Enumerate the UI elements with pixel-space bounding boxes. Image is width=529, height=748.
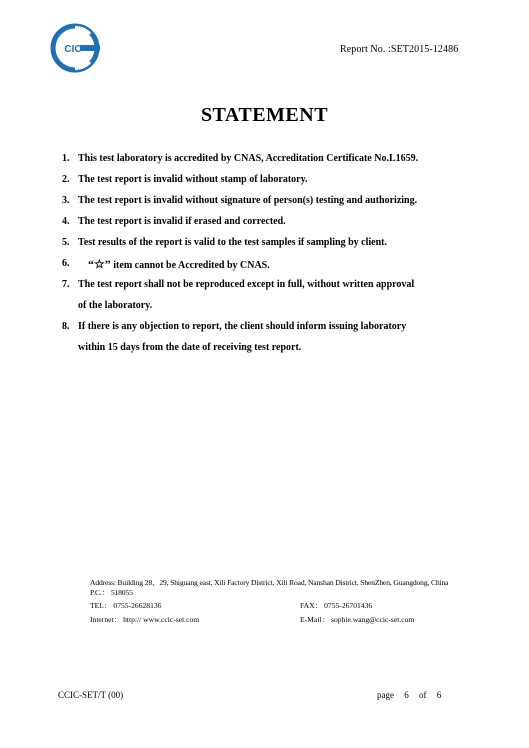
- list-item: [62, 173, 462, 194]
- item-text-rest: item cannot be Accredited by CNAS.: [110, 260, 270, 271]
- item-text: Test results of the report is valid to the test samples if sampling by client.: [78, 237, 387, 248]
- ccic-logo: [50, 23, 100, 73]
- page-number: 6: [404, 690, 409, 700]
- website: Internet： http:// www.ccic-set.com: [90, 615, 200, 624]
- item-number: 6.: [62, 258, 70, 269]
- page-total: 6: [436, 690, 442, 700]
- list-item: [62, 236, 462, 257]
- item-text: of the laboratory.: [78, 300, 153, 311]
- item-number: 8.: [62, 321, 70, 332]
- logo-text: CIC: [64, 44, 82, 55]
- address-block: [90, 578, 448, 598]
- list-item-continuation: [62, 341, 462, 362]
- postcode: P.C.： 518055: [90, 588, 133, 597]
- fax: FAX： 0755-26701436: [300, 601, 373, 610]
- statement-list: [62, 152, 462, 362]
- list-item: [62, 215, 462, 236]
- list-item-continuation: [62, 299, 462, 320]
- item-text: [88, 257, 270, 273]
- item-number: 1.: [62, 153, 70, 164]
- item-number: 2.: [62, 174, 70, 185]
- item-text: The test report is invalid if erased and corrected.: [78, 216, 286, 227]
- item-text: This test laboratory is accredited by CNAS, Accreditation Certificate No.L1659.: [78, 153, 419, 164]
- list-item: [62, 257, 462, 278]
- document-code: CCIC-SET/T (00): [58, 690, 124, 700]
- address-line: Address: Building 28、29, Shiguang east, Xili Factory District, Xili Road, Nanshan District, ShenZhen, Guangdong, China: [90, 578, 449, 587]
- list-item: [62, 320, 462, 341]
- page-indicator: [377, 690, 441, 700]
- item-text: The test report is invalid without signature of person(s) testing and authorizing.: [78, 195, 418, 206]
- email: E-Mail： sophie.wang@ccic-set.com: [300, 615, 415, 624]
- telephone: TEL： 0755-26628136: [90, 601, 162, 610]
- item-number: 4.: [62, 216, 70, 227]
- of-label: of: [419, 690, 427, 700]
- item-text: within 15 days from the date of receiving test report.: [78, 342, 302, 353]
- item-text: The test report is invalid without stamp of laboratory.: [78, 174, 308, 185]
- item-text: The test report shall not be reproduced except in full, without written approval: [78, 279, 415, 290]
- item-number: 5.: [62, 237, 70, 248]
- item-number: 7.: [62, 279, 70, 290]
- list-item: [62, 152, 462, 173]
- list-item: [62, 194, 462, 215]
- page-title: STATEMENT: [200, 104, 329, 126]
- report-number: Report No. :SET2015-12486: [340, 44, 459, 55]
- item-text: If there is any objection to report, the client should inform issuing laboratory: [78, 321, 407, 332]
- item-number: 3.: [62, 195, 70, 206]
- page-label: page: [377, 690, 394, 700]
- star-symbol: “☆”: [88, 257, 111, 271]
- list-item: [62, 278, 462, 299]
